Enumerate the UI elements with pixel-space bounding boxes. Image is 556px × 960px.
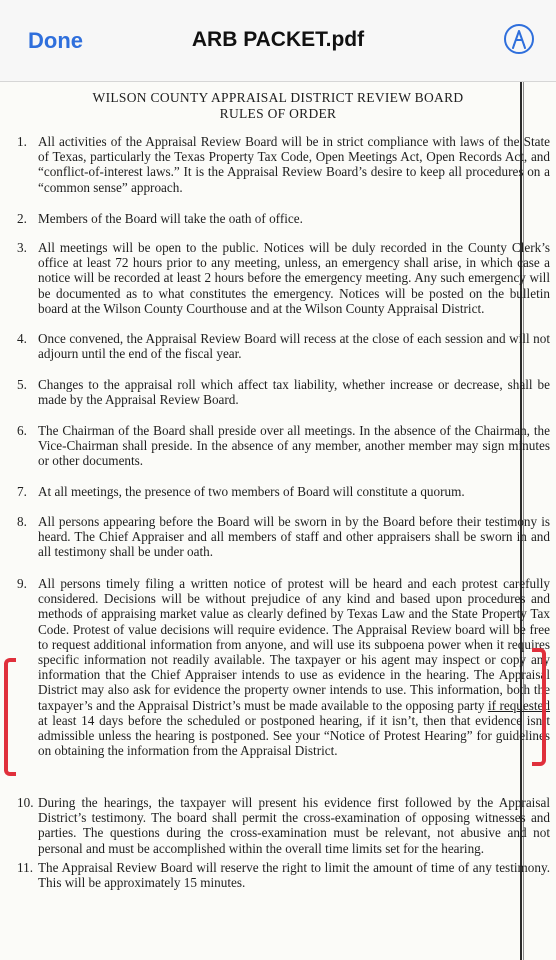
rule-text-part: All persons timely filing a written notice of protest will be heard and each protest carefully considered. Decisions will be without prejudice of any kind and based upon procedures and methods of appraising market value as clearly defined by Texas Law and the State Property Tax Code. Protest of value decisions will require evidence. The Appraisal Review board will be free to request additional information from anyone, and will use its subpoena power when it requires specific information not readily available. The taxpayer or his agent may inspect or copy any information that the Chief Appraiser intends to use as evidence in the hearing. The Appraisal District may also ask for evidence the property owner intends to use. This information, both the taxpayer’s and the Appraisal District’s must be made available to the opposing party <box>38 576 550 713</box>
rule-number: 10. <box>17 795 34 810</box>
rule-number: 5. <box>17 377 27 392</box>
red-highlight-bracket-left <box>4 658 16 776</box>
rule-number: 2. <box>17 211 27 226</box>
rule-number: 9. <box>17 576 27 591</box>
markup-pen-icon[interactable] <box>504 24 534 54</box>
rule-number: 3. <box>17 240 27 255</box>
rule-text: At all meetings, the presence of two members of Board will constitute a quorum. <box>38 484 465 499</box>
rule-text-part: at least 14 days before the scheduled or postponed hearing, if it isn’t, then that evidence isn’t admissible unless the hearing is postponed. See your “Notice of Protest Hearing” for guidelines on obtaining the information from the Appraisal District. <box>38 712 550 759</box>
rule-number: 8. <box>17 514 27 529</box>
rule-text: The Chairman of the Board shall preside over all meetings. In the absence of the Chairman, the Vice-Chairman shall preside. In the absence of any member, another member may sign minutes or other documents. <box>38 423 550 469</box>
rule-text: During the hearings, the taxpayer will present his evidence first followed by the Appraisal District’s testimony. The board shall permit the cross-examination of opposing witnesses and parties. The questions during the cross-examination must be relevant, not abusive and not personal and must be accomplished within the overall time limits set for the hearing. <box>38 795 550 856</box>
document-subheading: RULES OF ORDER <box>219 106 337 121</box>
rule-text: Members of the Board will take the oath of office. <box>38 211 303 226</box>
underlined-phrase: if requested <box>487 697 550 713</box>
rule-number: 1. <box>17 134 27 149</box>
rule-text: All meetings will be open to the public. Notices will be duly recorded in the County Clerk’s office at least 72 hours prior to any meeting, unless, an emergency shall arise, in which case a notice will be recorded at least 2 hours before the emergency meeting. Any such emergency will be documented as to what constitutes the emergency. Notices will be posted on the bulletin board at the Wilson County Courthouse and at the Wilson County Appraisal District. <box>38 240 550 316</box>
done-button[interactable]: Done <box>28 28 83 53</box>
red-highlight-bracket-right <box>532 648 546 766</box>
document-title: ARB PACKET.pdf <box>191 28 365 51</box>
rule-number: 11. <box>17 860 33 875</box>
rule-text: All persons appearing before the Board will be sworn in by the Board before their testimony is heard. The Chief Appraiser and all members of staff and other appraisers shall be sworn in and all testimony shall be under oath. <box>38 514 550 560</box>
rule-number: 7. <box>17 484 27 499</box>
rule-text: Once convened, the Appraisal Review Board will recess at the close of each session and will not adjourn until the end of the fiscal year. <box>38 331 550 362</box>
pdf-page[interactable] <box>0 82 556 960</box>
rule-number: 4. <box>17 331 27 346</box>
rule-text <box>38 576 550 758</box>
rule-number: 6. <box>17 423 27 438</box>
document-heading: WILSON COUNTY APPRAISAL DISTRICT REVIEW BOARD <box>92 90 464 105</box>
navigation-bar <box>0 0 556 82</box>
rule-text: Changes to the appraisal roll which affect tax liability, whether increase or decrease, shall be made by the Appraisal Review Board. <box>38 377 550 408</box>
rule-text: The Appraisal Review Board will reserve the right to limit the amount of time of any testimony. This will be approximately 15 minutes. <box>38 860 550 891</box>
rule-text: All activities of the Appraisal Review Board will be in strict compliance with laws of the State of Texas, particularly the Texas Property Tax Code, Open Meetings Act, Open Records Act, and “conflict-of-interest laws.” It is the Appraisal Review Board’s desire to keep all procedures on a “common sense” approach. <box>38 134 550 195</box>
